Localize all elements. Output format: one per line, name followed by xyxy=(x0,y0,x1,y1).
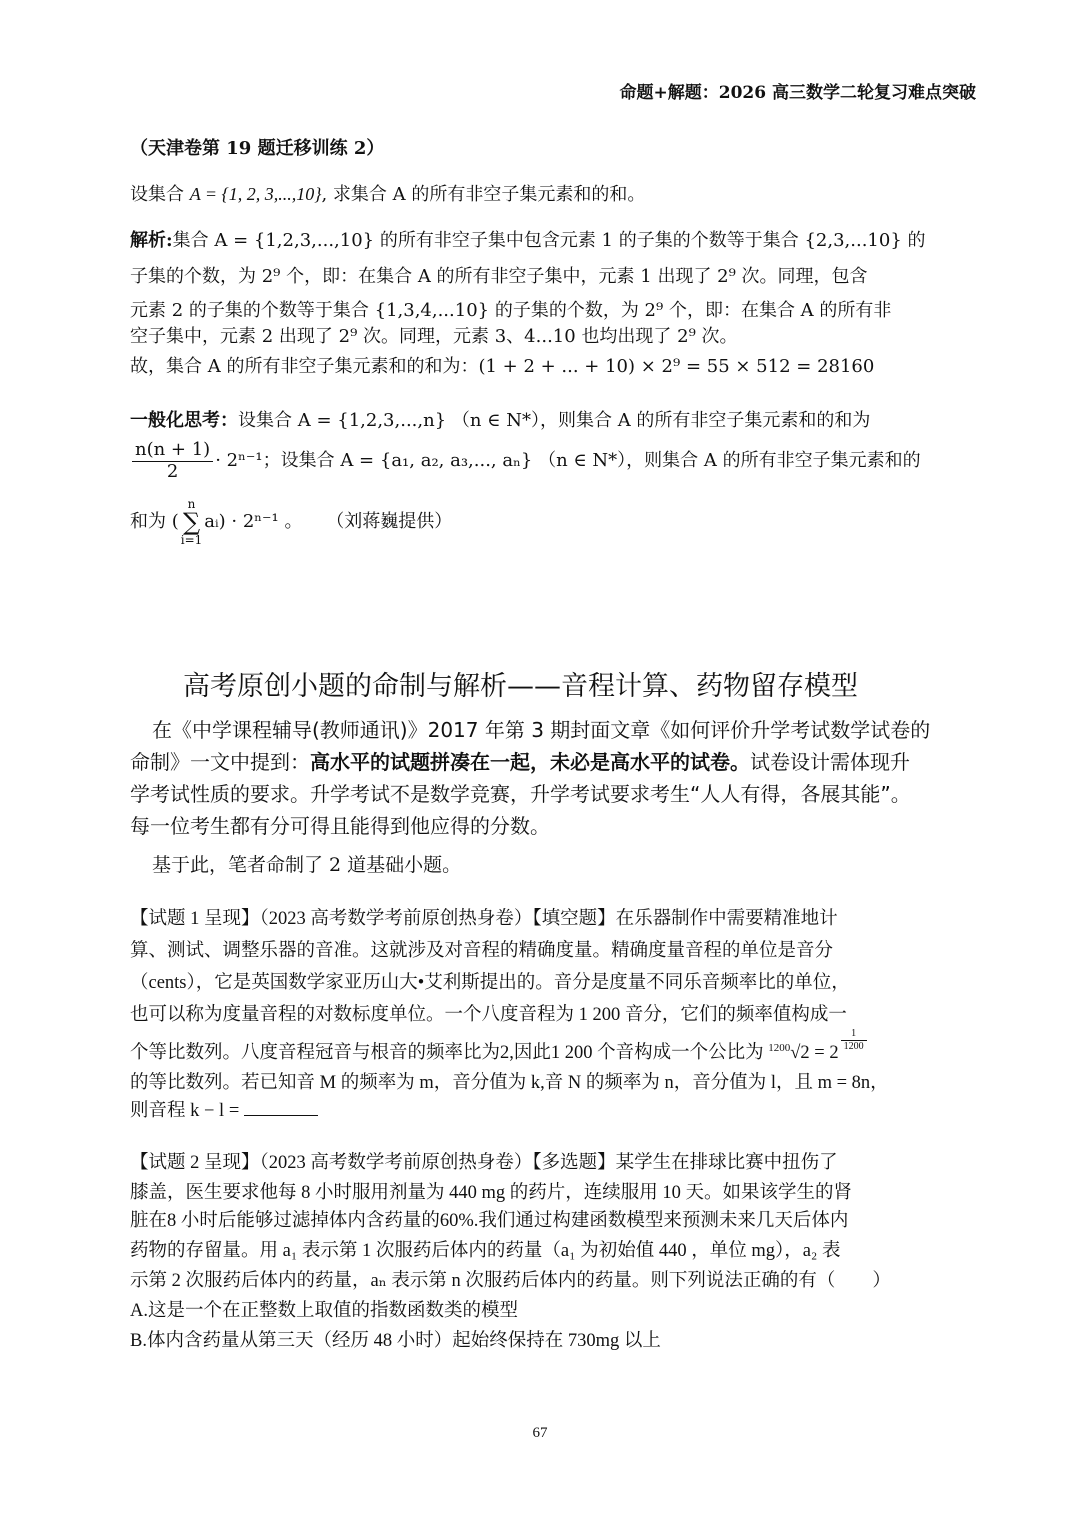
solution-line-5: 故，集合 A 的所有非空子集元素和的和为：(1 + 2 + ... + 10) × 2⁹ = 55 × 512 = 28160 xyxy=(130,356,875,377)
intro-line-2: 命制》一文中提到：高水平的试题拼凑在一起，未必是高水平的试卷。试卷设计需体现升 xyxy=(130,750,910,774)
intro-line-3: 学考试性质的要求。升学考试不是数学竞赛，升学考试要求考生“人人有得，各展其能”。 xyxy=(130,782,911,806)
question2-line-1: 【试题 2 呈现】（2023 高考数学考前原创热身卷）【多选题】某学生在排球比赛中扭伤了 xyxy=(130,1153,838,1173)
answer-blank xyxy=(244,1099,318,1116)
running-header: 命题+解题：2026 高三数学二轮复习难点突破 xyxy=(619,83,976,103)
generalization-label: 一般化思考： xyxy=(130,410,238,431)
generalization-line-1: 一般化思考：设集合 A = {1,2,3,...,n} （n ∈ N*），则集合 A 的所有非空子集元素和的和为 xyxy=(130,410,871,431)
question1-line-7: 则音程 k − l = xyxy=(130,1096,318,1122)
section-heading: （天津卷第 19 题迁移训练 2） xyxy=(130,138,385,159)
article-title: 高考原创小题的命制与解析——音程计算、药物留存模型 xyxy=(183,671,858,702)
question1-line-2: 算、测试、调整乐器的音准。这就涉及对音程的精确度量。精确度量音程的单位是音分 xyxy=(130,941,834,961)
generalization-line-2: $\frac{n(n + 1)}{2}$ · 2ⁿ⁻¹；设集合 A = {a₁, a₂, a₃,..., aₙ} （n ∈ N*），则集合 A 的所有非空子集元素和的 xyxy=(130,440,921,482)
solution-line-1: 解析:集合 A = {1,2,3,...,10} 的所有非空子集中包含元素 1 的子集的个数等于集合 {2,3,...10} 的 xyxy=(130,230,926,251)
option-b: B.体内含药量从第三天（经历 48 小时）起始终保持在 730mg 以上 xyxy=(130,1331,661,1351)
question1-line-1: 【试题 1 呈现】（2023 高考数学考前原创热身卷）【填空题】在乐器制作中需要精准地计 xyxy=(130,909,838,929)
question2-line-5: 示第 2 次服药后体内的药量，aₙ 表示第 n 次服药后体内的药量。则下列说法正确的有（ ） xyxy=(130,1271,891,1291)
question1-line-6: 的等比数列。若已知音 M 的频率为 m，音分值为 k,音 N 的频率为 n，音分值为 l，且 m = 8n， xyxy=(130,1073,889,1093)
solution-label: 解析: xyxy=(130,230,173,251)
problem-statement: 设集合 A = {1, 2, 3,...,10}, 求集合 A 的所有非空子集元素和的和。 xyxy=(130,184,646,205)
question1-line-3: （cents），它是英国数学家亚历山大•艾利斯提出的。音分是度量不同乐音频率比的单位， xyxy=(130,973,850,993)
solution-line-2: 子集的个数，为 2⁹ 个，即：在集合 A 的所有非空子集中，元素 1 出现了 2⁹ 次。同理，包含 xyxy=(130,266,868,287)
question2-line-2: 膝盖，医生要求他每 8 小时服用剂量为 440 mg 的药片，连续服用 10 天。如果该学生的肾 xyxy=(130,1183,853,1203)
question2-line-4: 药物的存留量。用 a₁ 表示第 1 次服药后体内的药量（a₁ 为初始值 440 ，单位 mg），a₂ 表 xyxy=(130,1241,841,1261)
summation-symbol: n ∑ i=1 xyxy=(180,497,203,547)
solution-line-3: 元素 2 的子集的个数等于集合 {1,3,4,...10} 的子集的个数，为 2⁹ 个，即：在集合 A 的所有非 xyxy=(130,300,892,321)
intro-line-5: 基于此，笔者命制了 2 道基础小题。 xyxy=(152,854,462,876)
page-number: 67 xyxy=(532,1425,548,1441)
question2-line-3: 脏在8 小时后能够过滤掉体内含药量的60%.我们通过构建函数模型来预测未来几天后体内 xyxy=(130,1211,849,1231)
credit: （刘蒋巍提供） xyxy=(326,511,453,532)
question1-line-5: 个等比数列。八度音程冠音与根音的频率比为2,因此1 200 个音构成一个公比为 $^{1200}$√2 = 2 $\frac{1}{1200}$ xyxy=(130,1038,869,1064)
intro-line-4: 每一位考生都有分可得且能得到他应得的分数。 xyxy=(130,814,550,838)
intro-line-1: 在《中学课程辅导(教师通讯)》2017 年第 3 期封面文章《如何评价升学考试数学试卷的 xyxy=(152,718,931,742)
solution-line-4: 空子集中，元素 2 出现了 2⁹ 次。同理，元素 3、4...10 也均出现了 2⁹ 次。 xyxy=(130,326,738,347)
question1-line-4: 也可以称为度量音程的对数标度单位。一个八度音程为 1 200 音分，它们的频率值构成一 xyxy=(130,1005,847,1025)
option-a: A.这是一个在正整数上取值的指数函数类的模型 xyxy=(130,1301,518,1321)
generalization-line-3: 和为 (n ∑ i=1aᵢ) · 2ⁿ⁻¹ 。 （刘蒋巍提供） xyxy=(130,497,453,547)
fraction: $\frac{n(n + 1)}{2}$ xyxy=(132,440,213,482)
